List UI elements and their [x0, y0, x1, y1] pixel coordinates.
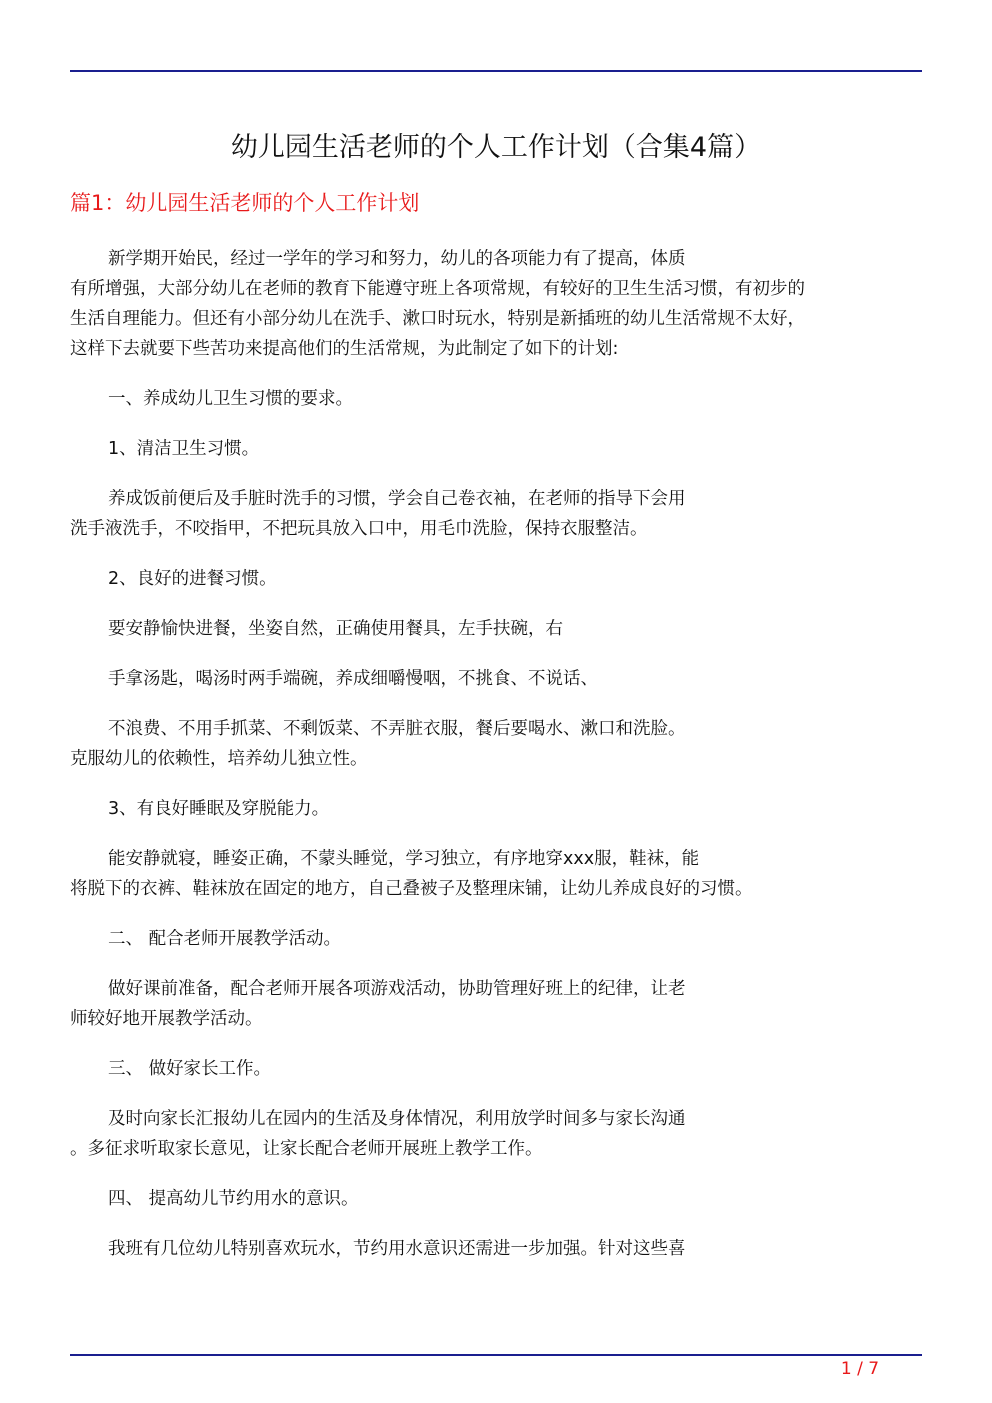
document-title: 幼儿园生活老师的个人工作计划（合集4篇） — [230, 132, 762, 163]
subsection-heading — [70, 434, 922, 464]
paragraph-line: 养成饭前便后及手脏时洗手的习惯，学会自己卷衣袖，在老师的指导下会用 — [108, 489, 686, 509]
subsection-heading — [70, 1054, 922, 1084]
page-number: 1 / 7 — [840, 1359, 880, 1379]
subsection-heading — [70, 384, 922, 414]
paragraph — [70, 244, 922, 364]
paragraph-line: 将脱下的衣裤、鞋袜放在固定的地方，自己叠被子及整理床铺，让幼儿养成良好的习惯。 — [70, 879, 753, 899]
paragraph-line: 克服幼儿的依赖性，培养幼儿独立性。 — [70, 749, 368, 769]
paragraph-line: 3、有良好睡眠及穿脱能力。 — [108, 799, 330, 819]
paragraph-line: 1、清洁卫生习惯。 — [108, 439, 260, 459]
paragraph-line: 能安静就寝，睡姿正确，不蒙头睡觉，学习独立，有序地穿xxx服，鞋袜，能 — [108, 849, 700, 869]
paragraph-line: 有所增强，大部分幼儿在老师的教育下能遵守班上各项常规，有较好的卫生生活习惯，有初步的 — [70, 279, 805, 299]
paragraph — [70, 1104, 922, 1164]
paragraph-line: 这样下去就要下些苦功来提高他们的生活常规，为此制定了如下的计划: — [70, 339, 619, 359]
paragraph — [70, 714, 922, 774]
paragraph — [70, 844, 922, 904]
paragraph-line: 做好课前准备，配合老师开展各项游戏活动，协助管理好班上的纪律，让老 — [108, 979, 686, 999]
paragraph — [70, 664, 922, 694]
header-rule — [70, 70, 922, 72]
paragraph — [70, 614, 922, 644]
paragraph-line: 及时向家长汇报幼儿在园内的生活及身体情况，利用放学时间多与家长沟通 — [108, 1109, 686, 1129]
paragraph-line: 师较好地开展教学活动。 — [70, 1009, 263, 1029]
footer-rule — [70, 1354, 922, 1356]
section-heading: 篇1：幼儿园生活老师的个人工作计划 — [70, 191, 420, 215]
paragraph-line: 我班有几位幼儿特别喜欢玩水，节约用水意识还需进一步加强。针对这些喜 — [108, 1239, 686, 1259]
subsection-heading — [70, 1184, 922, 1214]
subsection-heading — [70, 924, 922, 954]
paragraph-line: 生活自理能力。但还有小部分幼儿在洗手、漱口时玩水，特别是新插班的幼儿生活常规不太好， — [70, 309, 805, 329]
paragraph-line: 新学期开始民，经过一学年的学习和努力，幼儿的各项能力有了提高，体质 — [108, 249, 686, 269]
paragraph-line: 要安静愉快进餐，坐姿自然，正确使用餐具，左手扶碗，右 — [108, 619, 563, 639]
paragraph-line: 。多征求听取家长意见，让家长配合老师开展班上教学工作。 — [70, 1139, 543, 1159]
paragraph-line: 四、 提高幼儿节约用水的意识。 — [108, 1189, 359, 1209]
paragraph — [70, 974, 922, 1034]
paragraph — [70, 1234, 922, 1264]
document-body — [70, 244, 922, 1284]
paragraph-line: 2、良好的进餐习惯。 — [108, 569, 277, 589]
subsection-heading — [70, 794, 922, 824]
paragraph-line: 洗手液洗手，不咬指甲，不把玩具放入口中，用毛巾洗脸，保持衣服整洁。 — [70, 519, 648, 539]
paragraph-line: 一、养成幼儿卫生习惯的要求。 — [108, 389, 353, 409]
subsection-heading — [70, 564, 922, 594]
paragraph — [70, 484, 922, 544]
paragraph-line: 三、 做好家长工作。 — [108, 1059, 272, 1079]
paragraph-line: 不浪费、不用手抓菜、不剩饭菜、不弄脏衣服，餐后要喝水、漱口和洗脸。 — [108, 719, 686, 739]
paragraph-line: 二、 配合老师开展教学活动。 — [108, 929, 342, 949]
paragraph-line: 手拿汤匙，喝汤时两手端碗，养成细嚼慢咽，不挑食、不说话、 — [108, 669, 598, 689]
